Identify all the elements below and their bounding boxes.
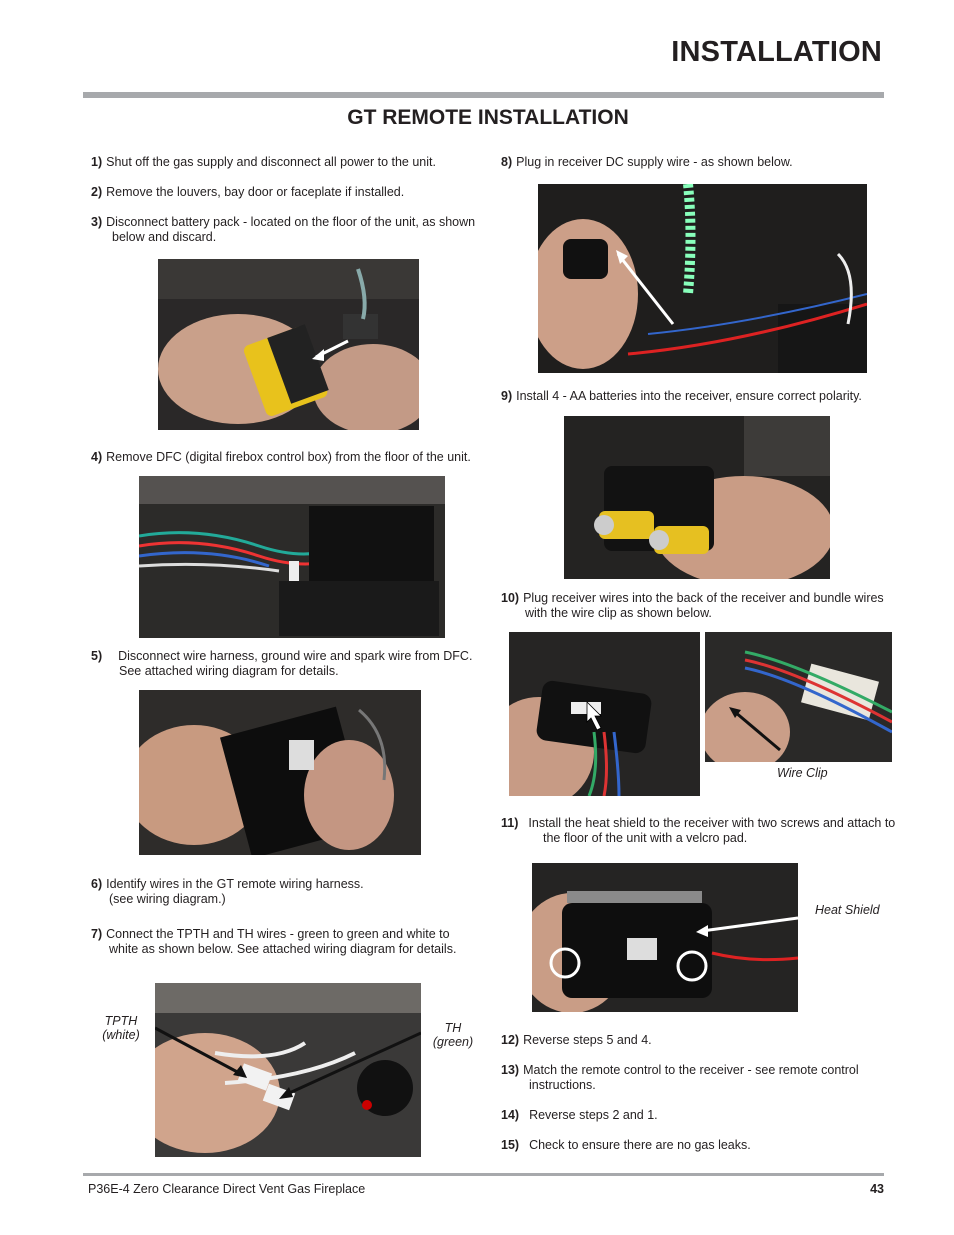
step-10: 10) Plug receiver wires into the back of the receiver and bundle wires with the wire clip as shown below.	[501, 591, 884, 620]
footer-page-number: 43	[870, 1182, 884, 1196]
photo-dc-supply-wire	[538, 184, 867, 373]
step-1: 1) Shut off the gas supply and disconnect all power to the unit.	[91, 155, 436, 169]
step-15: 15) Check to ensure there are no gas leaks.	[501, 1138, 751, 1152]
photo-dfc-box	[139, 476, 445, 638]
step-9: 9) Install 4 - AA batteries into the receiver, ensure correct polarity.	[501, 389, 862, 403]
step-4: 4) Remove DFC (digital firebox control box) from the floor of the unit.	[91, 450, 471, 464]
step-8: 8) Plug in receiver DC supply wire - as shown below.	[501, 155, 793, 169]
caption-wire-clip: Wire Clip	[777, 766, 828, 780]
photo-wire-clip	[705, 632, 892, 762]
caption-heat-shield: Heat Shield	[815, 903, 880, 917]
photo-heat-shield	[532, 863, 798, 1012]
photo-wire-harness	[139, 690, 421, 855]
photo-battery-pack	[158, 259, 419, 430]
caption-tpth: TPTH (white)	[102, 1014, 140, 1042]
step-3: 3) Disconnect battery pack - located on the floor of the unit, as shown below and discard.	[91, 215, 476, 244]
step-7: 7) Connect the TPTH and TH wires - green to green and white to white as shown below. See attached wiring diagram for details.	[91, 927, 457, 956]
caption-th: TH (green)	[432, 1021, 474, 1049]
footer-document-title: P36E-4 Zero Clearance Direct Vent Gas Fireplace	[88, 1182, 366, 1196]
step-2: 2) Remove the louvers, bay door or faceplate if installed.	[91, 185, 405, 199]
step-5: 5) Disconnect wire harness, ground wire and spark wire from DFC. See attached wiring diagram for details.	[91, 649, 473, 678]
section-title: GT REMOTE INSTALLATION	[347, 106, 629, 129]
footer-rule	[83, 1173, 884, 1176]
step-14: 14) Reverse steps 2 and 1.	[501, 1108, 658, 1122]
photo-tpth-th-wires	[155, 983, 421, 1157]
step-13: 13) Match the remote control to the receiver - see remote control instructions.	[501, 1063, 859, 1092]
photo-aa-batteries	[564, 416, 830, 579]
step-12: 12) Reverse steps 5 and 4.	[501, 1033, 652, 1047]
step-6: 6) Identify wires in the GT remote wiring harness. (see wiring diagram.)	[91, 877, 364, 906]
photo-receiver-wires	[509, 632, 700, 796]
page-header-title: INSTALLATION	[671, 36, 882, 68]
header-rule	[83, 92, 884, 98]
step-11: 11) Install the heat shield to the receiver with two screws and attach to the floor of the unit with a velcro pad.	[501, 816, 896, 845]
